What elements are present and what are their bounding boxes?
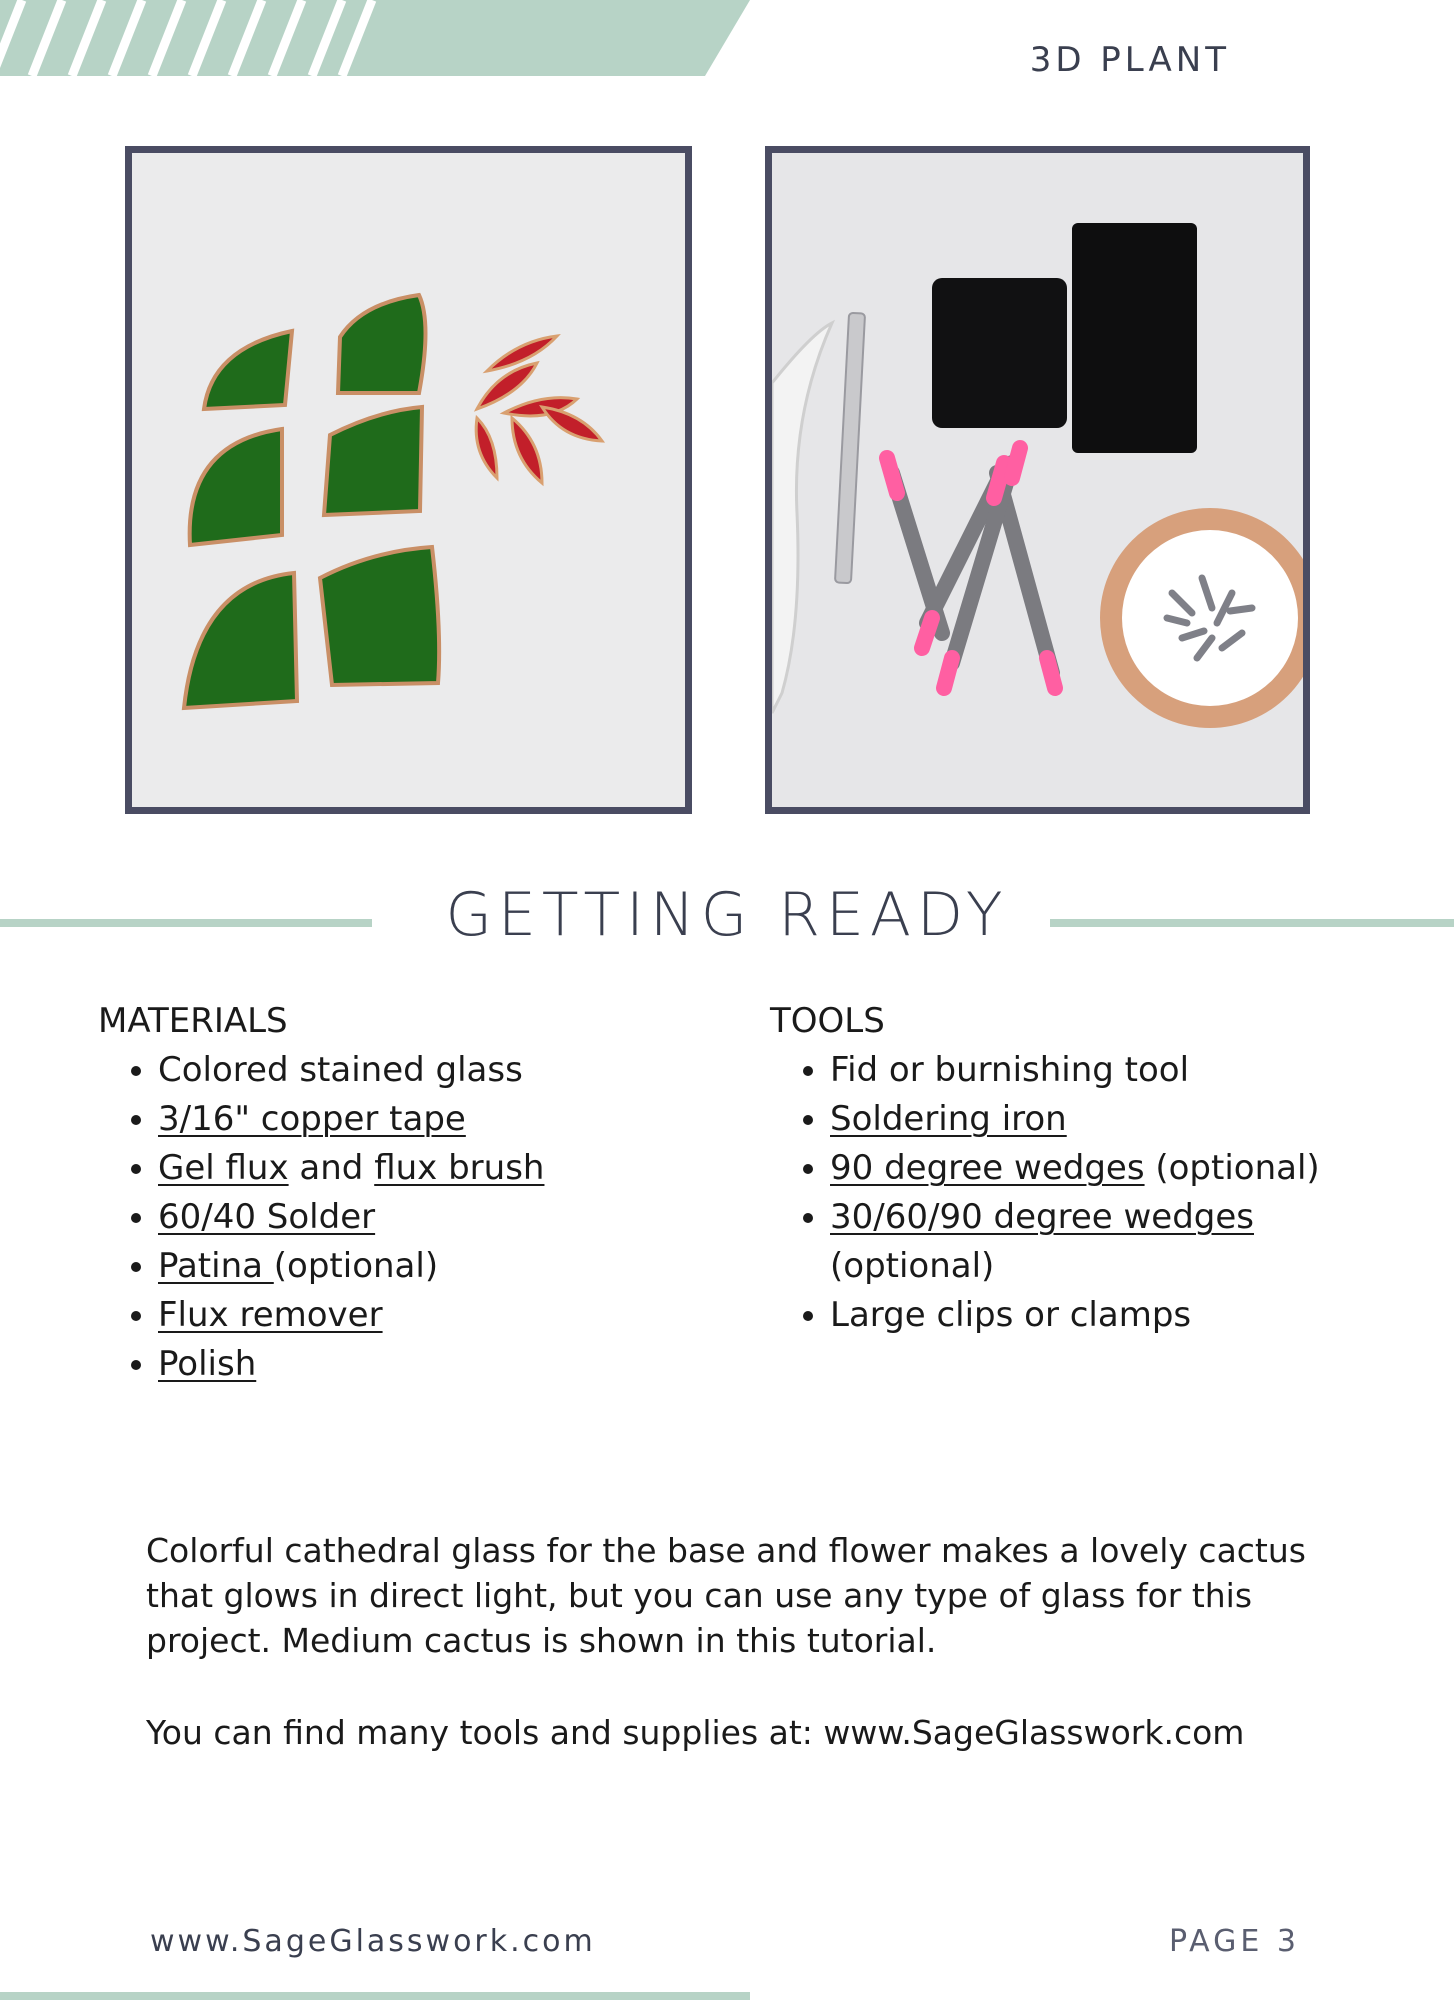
- tools-item-text: (optional): [830, 1246, 995, 1286]
- header-title: 3D PLANT: [1029, 40, 1230, 80]
- section-title: GETTING READY: [445, 880, 1009, 950]
- list-item: [158, 1046, 718, 1095]
- page-number: PAGE 3: [1169, 1924, 1300, 1959]
- list-item: [830, 1144, 1410, 1193]
- materials-heading: MATERIALS: [98, 1001, 288, 1041]
- solder-link[interactable]: 60/40 Solder: [158, 1197, 376, 1237]
- list-item: [830, 1291, 1410, 1340]
- footer-website[interactable]: www.SageGlasswork.com: [150, 1924, 596, 1959]
- list-item: [158, 1291, 718, 1340]
- list-item: [158, 1193, 718, 1242]
- list-item: [830, 1095, 1410, 1144]
- note-paragraph: You can find many tools and supplies at: www.SageGlasswork.com: [146, 1713, 1245, 1752]
- note-paragraph: Colorful cathedral glass for the base and flower makes a lovely cactus that glows in direct light, but you can use any type of glass for this project. Medium cactus is shown in this tutorial.: [146, 1531, 1306, 1660]
- gel-flux-link[interactable]: Gel flux: [158, 1148, 289, 1188]
- header-stripe-band: [0, 0, 1454, 80]
- list-item: [158, 1242, 718, 1291]
- tools-heading: TOOLS: [770, 1001, 885, 1041]
- wedges-30-60-90-link[interactable]: 30/60/90 degree wedges: [830, 1197, 1254, 1237]
- tools-list: [770, 997, 1410, 1340]
- tools-item-text: (optional): [1144, 1148, 1320, 1188]
- tools-item-text: Fid or burnishing tool: [830, 1050, 1190, 1090]
- flux-brush-link[interactable]: flux brush: [374, 1148, 545, 1188]
- materials-item-text: and: [288, 1148, 375, 1188]
- wedges-90-link[interactable]: 90 degree wedges: [830, 1148, 1145, 1188]
- flux-remover-link[interactable]: Flux remover: [158, 1295, 383, 1335]
- stained-glass-pieces-photo: [125, 146, 692, 814]
- soldering-iron-link[interactable]: Soldering iron: [830, 1099, 1067, 1139]
- footer-stripe-band: [0, 1992, 750, 2000]
- polish-link[interactable]: Polish: [158, 1344, 257, 1384]
- glass-tools-photo: [765, 146, 1310, 814]
- patina-link[interactable]: Patina: [158, 1246, 274, 1286]
- list-item: [830, 1046, 1410, 1095]
- list-item: [158, 1144, 718, 1193]
- list-item: [158, 1340, 718, 1389]
- section-rule-right: [1050, 919, 1454, 927]
- intro-note: [146, 1528, 1346, 1802]
- materials-item-text: Colored stained glass: [158, 1050, 523, 1090]
- materials-item-text: (optional): [273, 1246, 439, 1286]
- list-item: [158, 1095, 718, 1144]
- materials-list: [98, 997, 718, 1389]
- tools-item-text: Large clips or clamps: [830, 1295, 1192, 1335]
- list-item: [830, 1193, 1410, 1291]
- copper-tape-link[interactable]: 3/16" copper tape: [158, 1099, 466, 1139]
